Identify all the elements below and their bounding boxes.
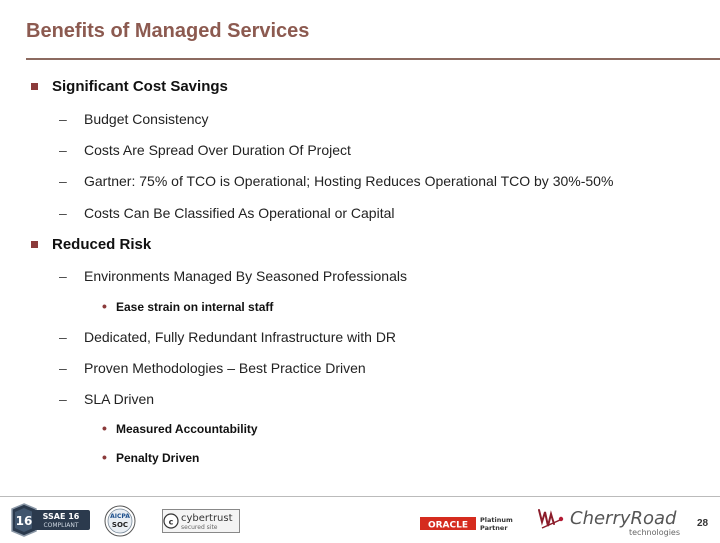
ssae16-logo (10, 503, 92, 537)
svg-text:Partner: Partner (480, 524, 508, 532)
list-item: – SLA Driven (59, 391, 155, 407)
dash-bullet-icon: – (59, 205, 67, 221)
svg-text:Platinum: Platinum (480, 516, 513, 524)
dot-bullet-icon: • (102, 298, 107, 314)
list-item: – Environments Managed By Seasoned Professionals (59, 268, 407, 284)
dash-bullet-icon: – (59, 142, 67, 158)
sub-list-item: • Ease strain on internal staff (102, 298, 274, 314)
sub-list-item: • Measured Accountability (102, 420, 258, 436)
square-bullet-icon (31, 241, 38, 248)
list-item: – Budget Consistency (59, 111, 209, 127)
dot-bullet-icon: • (102, 420, 107, 436)
slide-title: Benefits of Managed Services (26, 20, 310, 42)
dash-bullet-icon: – (59, 329, 67, 345)
dash-bullet-icon: – (59, 173, 67, 189)
square-bullet-icon (31, 83, 38, 90)
cybertrust-logo (162, 509, 240, 533)
oracle-partner-logo (420, 514, 516, 532)
dash-bullet-icon: – (59, 360, 67, 376)
svg-text:SSAE 16: SSAE 16 (42, 512, 80, 521)
dot-bullet-icon: • (102, 449, 107, 465)
cherryroad-logo (534, 502, 684, 538)
aicpa-soc-logo (104, 505, 136, 537)
section-heading: Significant Cost Savings (52, 78, 228, 95)
svg-text:technologies: technologies (629, 528, 680, 537)
list-item: – Proven Methodologies – Best Practice Driven (59, 360, 366, 376)
list-item: – Costs Are Spread Over Duration Of Project (59, 142, 351, 158)
svg-text:CherryRoad: CherryRoad (570, 508, 677, 529)
svg-text:SOC: SOC (111, 521, 129, 529)
list-item: – Dedicated, Fully Redundant Infrastructure with DR (59, 329, 397, 345)
footer-divider (0, 496, 720, 497)
svg-text:secured site: secured site (181, 524, 218, 531)
sub-list-item: • Penalty Driven (102, 449, 200, 465)
list-item: – Costs Can Be Classified As Operational or Capital (59, 205, 395, 221)
svg-text:c: c (168, 517, 174, 527)
dash-bullet-icon: – (59, 268, 67, 284)
dash-bullet-icon: – (59, 111, 67, 127)
dash-bullet-icon: – (59, 391, 67, 407)
page-number: 28 (697, 518, 709, 529)
svg-text:AICPA: AICPA (110, 513, 130, 520)
svg-text:16: 16 (15, 514, 33, 528)
section-heading: Reduced Risk (52, 236, 151, 253)
svg-text:cybertrust: cybertrust (181, 513, 233, 524)
svg-text:ORACLE: ORACLE (427, 520, 469, 531)
list-item: – Gartner: 75% of TCO is Operational; Hosting Reduces Operational TCO by 30%-50% (59, 173, 614, 189)
svg-text:COMPLIANT: COMPLIANT (43, 522, 79, 529)
